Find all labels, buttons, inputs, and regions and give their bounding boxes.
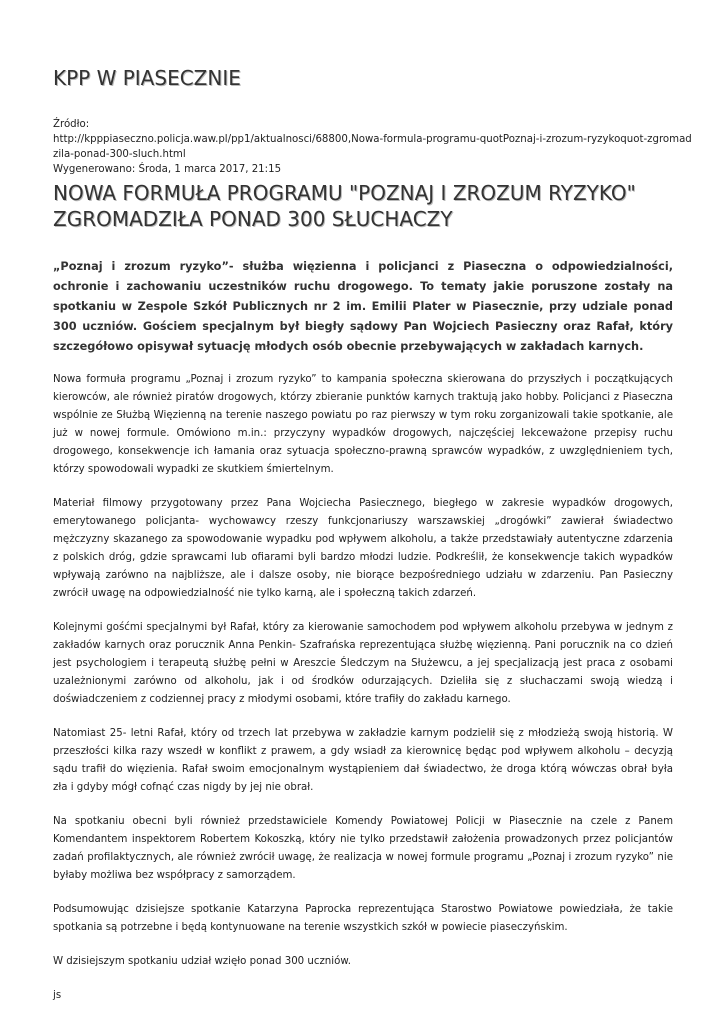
article-body (53, 371, 673, 1021)
body-paragraph: W dzisiejszym spotkaniu udział wzięło ponad 300 uczniów. (53, 956, 351, 967)
source-url-line-2[interactable]: zila-ponad-300-sluch.html (53, 149, 186, 160)
article-lead: „Poznaj i zrozum ryzyko”- służba więzienna i policjanci z Piaseczna o odpowiedzialności, ochronie i zachowaniu uczestników ruchu drogowego. To tematy jakie poruszone zostały na spotkaniu w Zespole Szkół Publicznych nr 2 im. Emilii Plater w Piasecznie, przy udziale ponad 300 uczniów. Gościem specjalnym był biegły sądowy Pan Wojciech Pasieczny oraz Rafał, który szczegółowo opisywał sytuację młodych osób obecnie przebywających w zakładach karnych. (53, 260, 673, 353)
generated-timestamp: Wygenerowano: Środa, 1 marca 2017, 21:15 (53, 164, 282, 175)
body-paragraph: Nowa formuła programu „Poznaj i zrozum ryzyko” to kampania społeczna skierowana do przyszłych i początkujących kierowców, ale również piratów drogowych, którzy zbieranie punktów karnych traktują jako hobby. Policjanci z Piaseczna wspólnie ze Służbą Więzienną na terenie naszego powiatu po raz pierwszy w tym roku zorganizowali takie spotkanie, ale już w nowej formule. Omówiono m.in.: przyczyny wypadków drogowych, najczęściej lekceważone przepisy ruchu drogowego, konsekwencje ich łamania oraz sytuacja społeczno-prawną sprawców wypadków, z uwzględnieniem tych, którzy spowodowali wypadki ze skutkiem śmiertelnym. (53, 374, 673, 475)
source-url-line-1[interactable]: http://kpppiaseczno.policja.waw.pl/pp1/aktualnosci/68800,Nowa-formula-programu-quotPoznaj-i-zrozum-ryzykoquot-zgromad (53, 134, 692, 145)
body-paragraph: Natomiast 25- letni Rafał, który od trzech lat przebywa w zakładzie karnym podzielił się z młodzieżą swoją historią. W przeszłości kilka razy wszedł w konflikt z prawem, a gdy wsiadł za kierownicę będąc pod wpływem alkoholu – decyzją sądu trafił do więzienia. Rafał swoim emocjonalnym wystąpieniem dał świadectwo, że droga którą wówczas obrał była zła i gdyby mógł cofnąć czas nigdy by jej nie obrał. (53, 728, 673, 793)
article-title-line-1: NOWA FORMUŁA PROGRAMU "POZNAJ I ZROZUM RYZYKO" (53, 181, 636, 205)
author-signature: js (53, 990, 62, 1001)
body-paragraph: Kolejnymi gośćmi specjalnymi był Rafał, który za kierowanie samochodem pod wpływem alkoholu przebywa w jednym z zakładów karnych oraz porucznik Anna Penkin- Szafrańska reprezentująca służbę więzienną. Pani porucznik na co dzień jest psychologiem i terapeutą służbę pełni w Areszcie Śledczym na Służewcu, a jej specjalizacją jest praca z osobami uzależnionymi zarówno od alkoholu, jak i od środków odurzających. Dzieliła się z słuchaczami swoją wiedzą i doświadczeniem z codziennej pracy z młodymi osobami, które trafiły do zakładu karnego. (53, 622, 673, 705)
article-title-line-2: ZGROMADZIŁA PONAD 300 SŁUCHACZY (53, 207, 453, 231)
body-paragraph: Podsumowując dzisiejsze spotkanie Katarzyna Paprocka reprezentująca Starostwo Powiatowe powiedziała, że takie spotkania są potrzebne i będą kontynuowane na terenie wszystkich szkół w powiecie piaseczyńskim. (53, 904, 673, 933)
article-title (53, 180, 673, 232)
body-paragraph: Na spotkaniu obecni byli również przedstawiciele Komendy Powiatowej Policji w Piasecznie na czele z Panem Komendantem inspektorem Robertem Kokoszką, który nie tylko przedstawił założenia prowadzonych przez policjantów zadań profilaktycznych, ale również zwrócił uwagę, że realizacja w nowej formule programu „Poznaj i zrozum ryzyko” nie byłaby możliwa bez współpracy z samorządem. (53, 816, 673, 881)
source-info (53, 117, 692, 177)
site-title: KPP W PIASECZNIE (53, 66, 241, 90)
source-label: Źródło: (53, 119, 90, 130)
body-paragraph: Materiał filmowy przygotowany przez Pana Wojciecha Pasiecznego, biegłego w zakresie wypadków drogowych, emerytowanego policjanta- wychowawcy rzeszy funkcjonariuszy warszawskiej „drogówki” zawierał świadectwo mężczyzny skazanego za spowodowanie wypadku pod wpływem alkoholu, a także przedstawiały autentyczne zdarzenia z polskich dróg, gdzie sprawcami lub ofiarami byli bardzo młodzi ludzie. Podkreślił, że konsekwencje takich wypadków wpływają zarówno na najbliższe, ale i dalsze osoby, nie biorące bezpośredniego udziału w zdarzeniu. Pan Pasieczny zwrócił uwagę na odpowiedzialność nie tylko karną, ale i społeczną takich zdarzeń. (53, 498, 673, 599)
